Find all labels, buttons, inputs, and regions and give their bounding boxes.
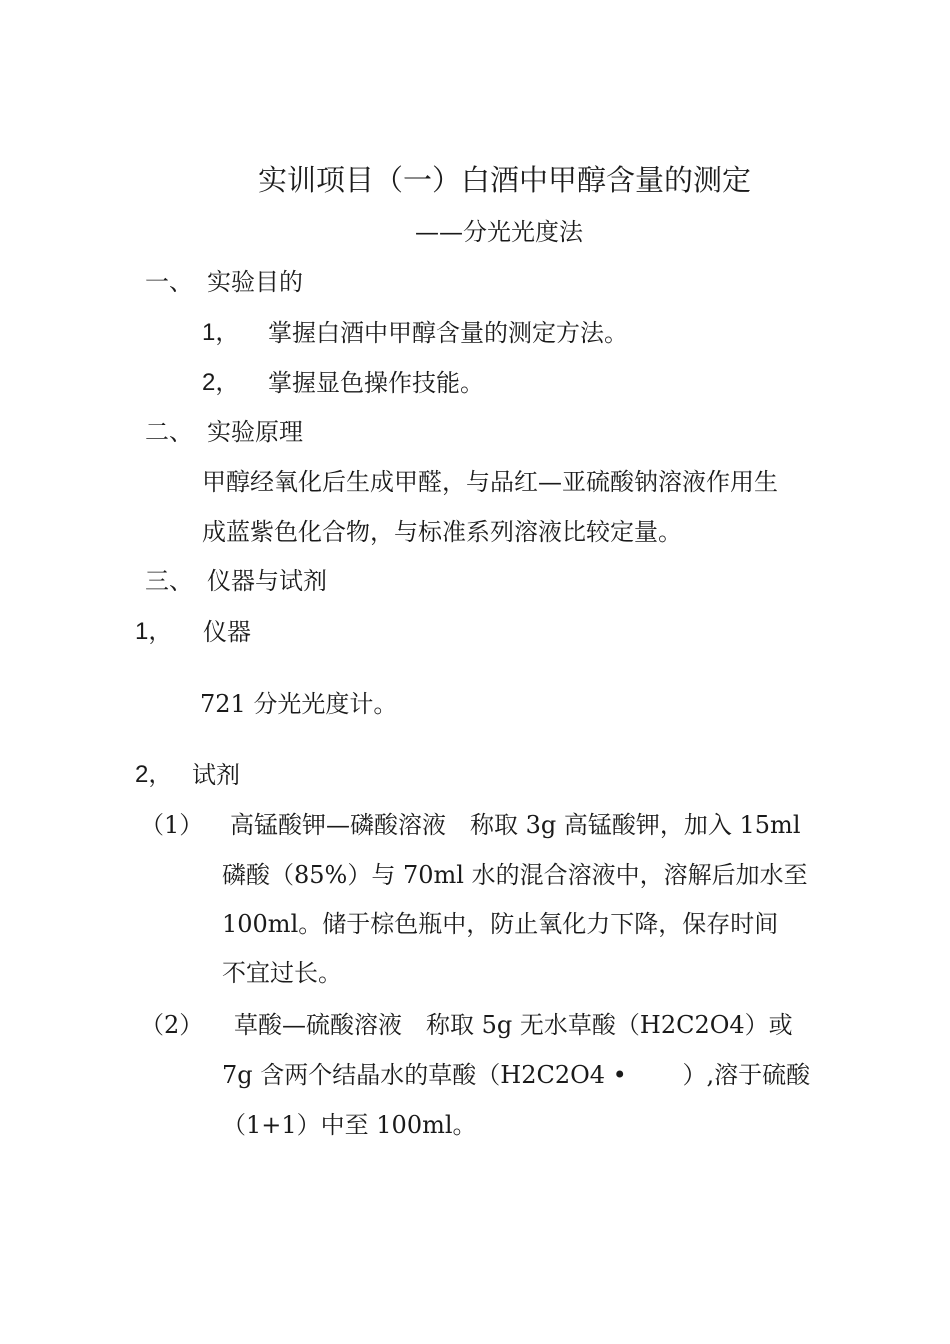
reagent-line: 100ml。储于棕色瓶中，防止氧化力下降，保存时间 <box>222 910 779 938</box>
subsection-heading: 仪器 <box>203 618 251 646</box>
section-2-number: 二、 <box>145 418 193 446</box>
reagent-line: 磷酸（85%）与 70ml 水的混合溶液中，溶解后加水至 <box>222 861 808 889</box>
subsection-number: 2， <box>135 761 173 788</box>
list-item-number: 1， <box>202 319 240 346</box>
subsection-number: 1， <box>135 618 173 645</box>
reagent-line: 高锰酸钾—磷酸溶液 称取 3g 高锰酸钾，加入 15ml <box>230 811 801 839</box>
paragraph-line: 成蓝紫色化合物，与标准系列溶液比较定量。 <box>202 518 682 546</box>
section-2-heading: 实验原理 <box>207 418 303 446</box>
list-item-text: 掌握白酒中甲醇含量的测定方法。 <box>268 319 628 347</box>
reagent-line: 7g 含两个结晶水的草酸（H2C2O4 • ）,溶于硫酸 <box>222 1061 811 1089</box>
page-subtitle: ——分光光度法 <box>415 218 583 246</box>
reagent-number: （2） <box>140 1011 204 1039</box>
reagent-line: 草酸—硫酸溶液 称取 5g 无水草酸（H2C2O4）或 <box>234 1011 793 1039</box>
reagent-line: （1+1）中至 100ml。 <box>222 1111 477 1139</box>
section-3-heading: 仪器与试剂 <box>207 567 327 595</box>
section-3-number: 三、 <box>145 567 193 595</box>
list-item-text: 掌握显色操作技能。 <box>268 369 484 397</box>
reagent-number: （1） <box>140 811 204 839</box>
subsection-heading: 试剂 <box>192 761 240 789</box>
list-item-number: 2， <box>202 369 240 396</box>
paragraph-line: 甲醇经氧化后生成甲醛，与品红—亚硫酸钠溶液作用生 <box>202 468 778 496</box>
instrument-text: 721 分光光度计。 <box>200 690 398 718</box>
section-1-heading: 实验目的 <box>207 268 303 296</box>
section-1-number: 一、 <box>145 268 193 296</box>
page-title: 实训项目（一）白酒中甲醇含量的测定 <box>258 163 752 197</box>
reagent-line: 不宜过长。 <box>222 959 342 987</box>
